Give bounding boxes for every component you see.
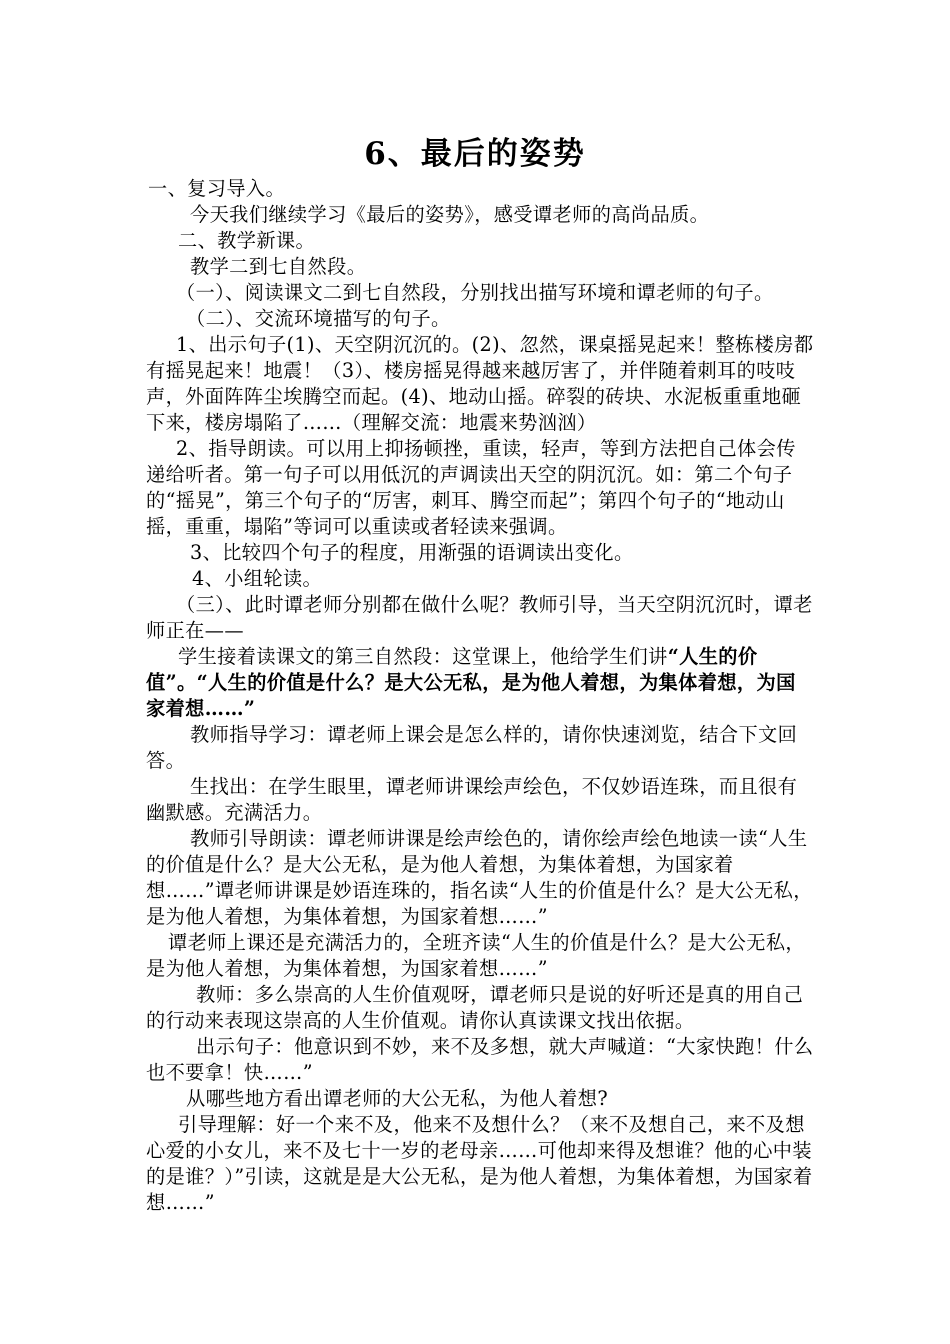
paragraph [146, 644, 814, 722]
paragraph-text: 出示句子：他意识到不妙，来不及多想，就大声喊道：“大家快跑！什么也不要拿！快……” [146, 1035, 814, 1084]
paragraph [146, 332, 814, 436]
paragraph-text: （一）、阅读课文二到七自然段，分别找出描写环境和谭老师的句子。 [176, 281, 774, 304]
paragraph-text: （三）、此时谭老师分别都在做什么呢？教师引导，当天空阴沉沉时，谭老师正在—— [146, 593, 813, 642]
paragraph [146, 254, 814, 280]
paragraph-text: （二）、交流环境描写的句子。 [186, 307, 451, 330]
paragraph-text: 谭老师上课还是充满活力的，全班齐读“人生的价值是什么？是大公无私，是为他人着想，为集体着想，为国家着想……” [146, 931, 806, 980]
paragraph-text: 2、指导朗读。可以用上抑扬顿挫，重读，轻声，等到方法把自己体会传递给听者。第一句子可以用低沉的声调读出天空的阴沉沉。如：第二个句子的“摇晃”，第三个句子的“厉害，刺耳、腾空而起”；第四个句子的“地动山摇，重重，塌陷”等词可以重读或者轻读来强调。 [146, 437, 796, 538]
paragraph [146, 722, 814, 774]
paragraph-text: 生找出：在学生眼里，谭老师讲课绘声绘色，不仅妙语连珠，而且很有幽默感。充满活力。 [146, 775, 798, 824]
paragraph-text: 教师：多么崇高的人生价值观呀，谭老师只是说的好听还是真的用自己的行动来表现这崇高的人生价值观。请你认真读课文找出依据。 [146, 983, 804, 1032]
paragraph-text: 从哪些地方看出谭老师的大公无私，为他人着想? [186, 1087, 609, 1110]
document-body [146, 176, 814, 1216]
paragraph-text: 3、比较四个句子的程度，用渐强的语调读出变化。 [190, 541, 634, 564]
paragraph [146, 1034, 814, 1086]
paragraph-text: 教师引导朗读：谭老师讲课是绘声绘色的，请你绘声绘色地读一读“人生的价值是什么？是大公无私，是为他人着想，为集体着想，为国家着想……”谭老师讲课是妙语连珠的，指名读“人生的价值是什么？是大公无私，是为他人着想，为集体着想，为国家着想……” [146, 827, 813, 928]
paragraph-text: 学生接着读课文的第三自然段：这堂课上，他给学生们讲 [178, 645, 668, 668]
paragraph-text: 教师指导学习：谭老师上课会是怎么样的，请你快速浏览，结合下文回答。 [146, 723, 798, 772]
paragraph [146, 306, 814, 332]
paragraph [146, 930, 814, 982]
paragraph-text: 二、教学新课。 [178, 229, 316, 252]
paragraph [146, 592, 814, 644]
paragraph [146, 774, 814, 826]
paragraph [146, 982, 814, 1034]
paragraph [146, 826, 814, 930]
paragraph-text: 教学二到七自然段。 [190, 255, 367, 278]
paragraph [146, 280, 814, 306]
paragraph [146, 176, 814, 202]
paragraph [146, 540, 814, 566]
paragraph [146, 566, 814, 592]
paragraph [146, 202, 814, 228]
paragraph-text: 4、小组轮读。 [192, 567, 323, 590]
paragraph-text: 今天我们继续学习《最后的姿势》，感受谭老师的高尚品质。 [190, 203, 710, 226]
paragraph-text: 1、出示句子(1)、天空阴沉沉的。(2)、忽然，课桌摇晃起来！整栋楼房都有摇晃起来！地震！（3）、楼房摇晃得越来越厉害了，并伴随着刺耳的吱吱声，外面阵阵尘埃腾空而起。(4)、地动山摇。碎裂的砖块、水泥板重重地砸下来，楼房塌陷了……（理解交流：地震来势汹汹） [146, 333, 814, 434]
paragraph [146, 1112, 814, 1216]
paragraph [146, 436, 814, 540]
bold-quote: “人生的价值”。“人生的价值是什么？是大公无私，是为他人着想，为集体着想，为国家着想……” [146, 645, 796, 720]
paragraph-text: 一、复习导入。 [148, 177, 286, 200]
paragraph [146, 228, 814, 254]
document-title: 6、最后的姿势 [364, 136, 586, 172]
paragraph [146, 1086, 814, 1112]
paragraph-text: 引导理解：好一个来不及，他来不及想什么？（来不及想自己，来不及想心爱的小女儿，来不及七十一岁的老母亲……可他却来得及想谁？他的心中装的是谁？）”引读，这就是是大公无私，是为他人着想，为集体着想，为国家着想……” [146, 1113, 813, 1214]
